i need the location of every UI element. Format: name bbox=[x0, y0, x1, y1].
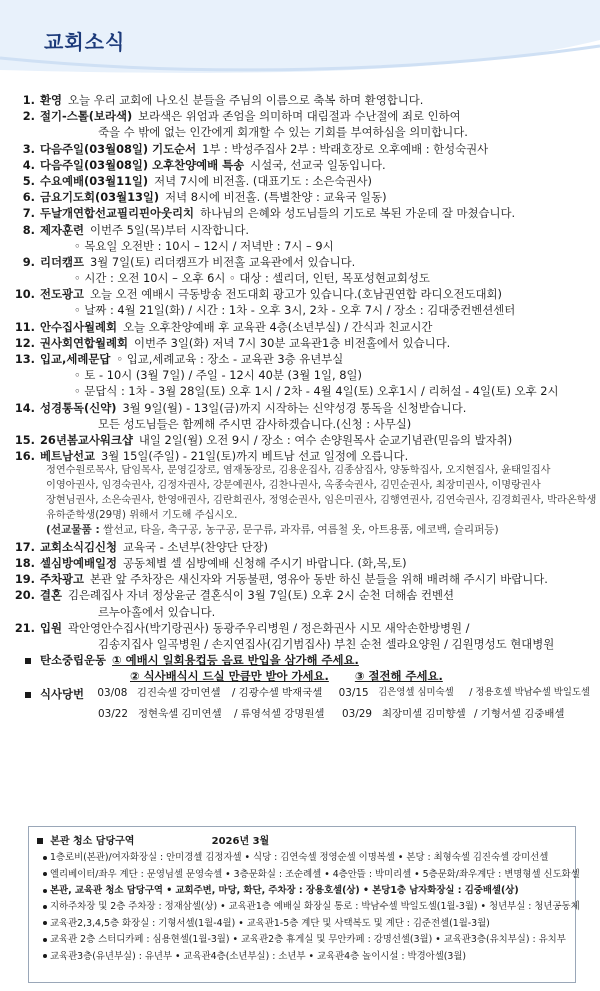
carbon-row bbox=[14, 652, 590, 668]
page-title: 교회소식 bbox=[44, 30, 126, 54]
cleaning-header bbox=[37, 833, 567, 850]
news-item bbox=[14, 270, 590, 286]
cleaning-row bbox=[37, 883, 567, 899]
supplies-text: 쌀선교, 타올, 축구공, 농구공, 문구류, 과자류, 여름철 옷, 아트용품, 에코백, 슬리퍼등) bbox=[103, 524, 499, 537]
news-item bbox=[14, 157, 590, 173]
item-label: 전도광고 bbox=[40, 287, 85, 302]
cleaning-text: 지하주차장 및 2층 주차장 : 정재삼셀(상) • 교육관1층 예배실 화장실 통로 : 박남수셀 박일도셀(1월-3월) • 청년부실 : 청년공동체 bbox=[50, 901, 580, 913]
item-number: 3. bbox=[22, 141, 35, 156]
meal-date: 03/15 bbox=[338, 687, 369, 700]
item-text: ◦ 문답식 : 1차 - 3월 28일(토) 오후 1시 / 2차 - 4월 4일(토) 오후1시 / 리허설 - 4일(토) 오후 2시 bbox=[74, 384, 559, 399]
news-item bbox=[14, 319, 590, 335]
bullet-dot-icon bbox=[43, 954, 47, 958]
item-label: 입교,세례문답 bbox=[40, 352, 111, 366]
item-text: ◦ 시간 : 오전 10시 – 오후 6시 ◦ 대상 : 셀리더, 인턴, 목포성현교회성도 bbox=[74, 271, 430, 286]
item-text: 저녁 7시에 비전홀. (대표기도 : 소은숙권사) bbox=[154, 173, 372, 188]
item-label: 리더캠프 bbox=[40, 254, 85, 269]
item-number: 10. bbox=[14, 287, 35, 302]
names-line: 이영아권사, 임경숙권사, 김정자권사, 강문예권사, 김찬나권사, 옥종숙권사, 김민순권사, 최장미권사, 이명랑권사 bbox=[46, 480, 541, 492]
cleaning-text: 교육관2,3,4,5층 화장실 : 기형서셀(1월-4월) • 교육관1-5층 계단 및 사택복도 및 계단 : 김준전셀(1월-3월) bbox=[50, 917, 490, 929]
cleaning-text: 교육관 2층 스터디카페 : 심용현셀(1월-3월) • 교육관2층 휴게실 및 무안카페 : 강명선셀(3월) • 교육관3층(유치부실) : 유치부 bbox=[50, 934, 566, 946]
item-label: 주차광고 bbox=[40, 572, 85, 587]
bullet-dot-icon bbox=[43, 938, 47, 942]
square-bullet-icon bbox=[37, 838, 43, 844]
item-label: 다음주일(03월08일) 오후찬양예배 특송 bbox=[40, 157, 245, 172]
item-text: 모든 성도님들은 함께해 주시면 감사하겠습니다.(신청 : 사무실) bbox=[98, 416, 412, 431]
item-text: 이번주 5일(목)부터 시작합니다. bbox=[90, 222, 250, 237]
carbon-label: 탄소중립운동 bbox=[40, 653, 107, 668]
item-number: 12. bbox=[14, 335, 35, 350]
item-text: 공동체별 셀 심방예배 신청해 주시기 바랍니다. (화,목,토) bbox=[123, 555, 407, 570]
item-number: 6. bbox=[22, 190, 35, 205]
cleaning-row bbox=[37, 867, 580, 883]
cleaning-row bbox=[37, 949, 567, 965]
item-text: 이번주 3일(화) 저녁 7시 30분 교육관1층 비전홀에서 있습니다. bbox=[134, 335, 451, 350]
meal-team: 최장미셀 김미향셀 bbox=[382, 707, 466, 720]
item-number: 7. bbox=[22, 206, 35, 221]
square-bullet-icon bbox=[14, 686, 40, 702]
item-number: 2. bbox=[22, 109, 35, 124]
item-label: 안수집사월례회 bbox=[40, 319, 118, 334]
news-item bbox=[14, 124, 590, 140]
cleaning-text: 1층로비(본관)/여자화장실 : 안미경셀 김정자셀 • 식당 : 김연숙셀 정영순셀 이명복셀 • 본당 : 최형숙셀 김진숙셀 강미선셀 bbox=[50, 852, 549, 864]
meal-team: 김진숙셀 강미연셀 bbox=[136, 687, 221, 700]
item-text: ◦ 목요일 오전반 : 10시 – 12시 / 저녁반 : 7시 – 9시 bbox=[74, 238, 334, 253]
cleaning-row bbox=[37, 899, 580, 915]
item-number: 19. bbox=[14, 572, 35, 587]
news-item bbox=[14, 222, 590, 238]
square-bullet-icon bbox=[14, 652, 40, 668]
item-label: 셀심방예배일정 bbox=[40, 555, 118, 570]
vietnam-names bbox=[14, 464, 597, 538]
news-item bbox=[14, 555, 590, 571]
cleaning-text: 교육관3층(유년부실) : 유년부 • 교육관4층(소년부실) : 소년부 • 교육관4층 놀이시설 : 박경아셀(3월) bbox=[50, 950, 467, 962]
item-text: 3월 7일(토) 리더캠프가 비전홀 교육관에서 있습니다. bbox=[90, 254, 356, 269]
item-text: 곽안영안수집사(박기랑권사) 동광주우리병원 / 정은화권사 시모 새악손한방병원 / bbox=[68, 620, 470, 635]
news-item bbox=[14, 141, 590, 157]
names-line: 유하준학생(29명) 위해서 기도해 주십시오. bbox=[46, 509, 238, 521]
meal-team: / 정용호셀 박남수셀 박일도셀 bbox=[469, 687, 590, 699]
meal-duty bbox=[14, 686, 590, 721]
item-text: ◦ 날짜 : 4월 21일(화) / 시간 : 1차 - 오후 3시, 2차 - 오후 7시 / 장소 : 김대중컨벤션센터 bbox=[74, 303, 516, 318]
item-label: 수요예배(03월11일) bbox=[40, 173, 149, 188]
item-text: 내일 2일(월) 오전 9시 / 장소 : 여수 손양원목사 순교기념관(믿음의 발자취) bbox=[138, 432, 513, 447]
news-item bbox=[14, 448, 590, 464]
item-label: 성경통독(신약) bbox=[40, 400, 117, 415]
item-label: 교회소식김신청 bbox=[40, 539, 118, 554]
item-text: 저녁 8시에 비전홀. (특별찬양 : 교육국 일동) bbox=[165, 190, 387, 205]
item-text: 시설국, 선교국 일동입니다. bbox=[250, 157, 386, 172]
news-item bbox=[14, 302, 590, 318]
item-number: 16. bbox=[14, 449, 35, 464]
cleaning-schedule-box bbox=[28, 826, 580, 983]
item-text: 김송지집사 일곡병원 / 손지연집사(김기범집사) 부친 순천 셀라요양원 / 김원명성도 현대병원 bbox=[98, 636, 555, 651]
news-item bbox=[14, 108, 590, 124]
news-item bbox=[14, 604, 590, 620]
item-text: 하나님의 은혜와 성도님들의 기도로 복된 가운데 잘 마쳤습니다. bbox=[200, 206, 516, 221]
bullet-dot-icon bbox=[43, 905, 47, 909]
item-number: 13. bbox=[14, 352, 35, 366]
meal-date: 03/29 bbox=[342, 707, 372, 720]
news-item bbox=[14, 636, 590, 652]
item-number: 1. bbox=[22, 93, 35, 107]
bullet-dot-icon bbox=[43, 921, 47, 925]
news-list bbox=[14, 92, 597, 721]
carbon-line-2b: ③ 절전해 주세요. bbox=[354, 669, 443, 684]
bullet-dot-icon bbox=[43, 872, 47, 876]
bullet-dot-icon bbox=[43, 889, 47, 893]
item-text: 죽을 수 밖에 없는 인간에게 회개할 수 있는 기회를 부여하심을 의미합니다. bbox=[98, 125, 468, 140]
meal-date: 03/08 bbox=[97, 687, 128, 700]
item-label: 제자훈련 bbox=[40, 222, 85, 237]
meal-team: / 류영석셀 강명원셀 bbox=[234, 707, 325, 720]
news-item bbox=[14, 367, 590, 383]
page-header bbox=[0, 0, 600, 88]
item-text: 1부 : 박성주집사 2부 : 박래호장로 오후예배 : 한성숙권사 bbox=[202, 141, 489, 156]
cleaning-title: 본관 청소 담당구역 bbox=[50, 836, 135, 847]
carbon-row-2 bbox=[14, 668, 590, 684]
item-label: 다음주일(03월08일) 기도순서 bbox=[40, 141, 197, 156]
item-label: 26년봄교사워크샵 bbox=[40, 432, 133, 447]
carbon-line-1: ① 예배시 일회용컵등 음료 반입을 삼가해 주세요. bbox=[112, 653, 359, 668]
news-item bbox=[14, 238, 590, 254]
item-label: 권사회연합월례회 bbox=[40, 335, 129, 350]
item-number: 11. bbox=[14, 319, 35, 334]
news-item bbox=[14, 400, 590, 416]
names-line: 정연수원로목사, 담임목사, 문영길장로, 염재동장로, 김용운집사, 김종삼집사, 양동학집사, 오지현집사, 윤태일집사 bbox=[46, 465, 551, 477]
item-label: 결혼 bbox=[40, 588, 63, 603]
item-text: 3월 15일(주일) - 21일(토)까지 베트남 선교 일정에 오릅니다. bbox=[101, 449, 409, 464]
item-number: 8. bbox=[22, 222, 35, 237]
news-item bbox=[14, 587, 590, 603]
item-label: 베트남선교 bbox=[40, 449, 96, 464]
meal-row bbox=[14, 686, 590, 702]
item-text: 오늘 오전 예배시 극동방송 전도대회 광고가 있습니다.(호남권연합 라디오전도대회) bbox=[90, 287, 502, 302]
meal-label: 식사당번 bbox=[40, 687, 85, 702]
cleaning-text: 엘리베이터/좌우 계단 : 문영님셀 문영숙셀 • 3층문화실 : 조순례셀 • 4층안뜰 : 박미리셀 • 5층문화/좌우계단 : 변명형셀 신도화셀 bbox=[50, 868, 580, 880]
cleaning-text: 본관, 교육관 청소 담당구역 • 교회주변, 마당, 화단, 주차장 : 장용호셀(상) • 본당1층 남자화장실 : 김중배셀(상) bbox=[50, 885, 519, 897]
item-label: 환영 bbox=[40, 93, 63, 107]
cleaning-month: 2026년 3월 bbox=[211, 836, 270, 847]
news-item bbox=[14, 539, 590, 555]
news-item bbox=[14, 351, 590, 367]
item-number: 14. bbox=[14, 400, 35, 415]
item-number: 4. bbox=[22, 157, 35, 172]
item-label: 두날개연합선교필리핀아웃리치 bbox=[40, 206, 195, 221]
meal-date: 03/22 bbox=[98, 707, 128, 720]
item-number: 18. bbox=[14, 555, 35, 570]
news-item bbox=[14, 571, 590, 587]
item-number: 9. bbox=[22, 254, 35, 269]
item-number: 15. bbox=[14, 432, 35, 447]
item-text: ◦ 토 - 10시 (3월 7일) / 주일 - 12시 40분 (3월 1일, 8일) bbox=[74, 368, 362, 383]
item-text: 교육국 - 소년부(찬양단 단장) bbox=[123, 539, 268, 554]
item-number: 5. bbox=[22, 173, 35, 188]
item-label: 절기-스톨(보라색) bbox=[40, 109, 133, 124]
news-item bbox=[14, 92, 590, 108]
news-item bbox=[14, 383, 590, 399]
news-item bbox=[14, 620, 590, 636]
meal-team: / 김광수셀 박재국셀 bbox=[231, 687, 323, 700]
news-item bbox=[14, 286, 590, 302]
cleaning-row bbox=[37, 932, 567, 948]
item-text: 3월 9일(월) - 13일(금)까지 시작하는 신약성경 통독을 신청받습니다. bbox=[122, 400, 467, 415]
meal-team: 정현욱셀 김미연셀 bbox=[138, 707, 222, 720]
item-text: ◦ 입교,세례교육 : 장소 - 교육관 3층 유년부실 bbox=[116, 352, 344, 366]
item-text: 김은례집사 자녀 정상윤군 결혼식이 3월 7일(토) 오후 2시 순천 더해솜 컨벤션 bbox=[68, 588, 454, 603]
cleaning-row bbox=[37, 916, 567, 932]
news-item bbox=[14, 416, 590, 432]
news-item bbox=[14, 205, 590, 221]
supplies-label: (선교물품 : bbox=[46, 524, 100, 537]
news-item bbox=[14, 335, 590, 351]
item-number: 20. bbox=[14, 588, 35, 603]
meal-row bbox=[14, 707, 590, 722]
cleaning-row bbox=[37, 850, 567, 866]
meal-team: / 기형서셀 김중배셀 bbox=[474, 707, 565, 720]
item-text: 보라색은 위엄과 존엄을 의미하며 대림절과 수난절에 죄로 인하여 bbox=[138, 109, 461, 124]
item-number: 21. bbox=[14, 620, 35, 635]
item-text: 오늘 오후찬양예배 후 교육관 4층(소년부실) / 간식과 친교시간 bbox=[123, 319, 433, 334]
item-number: 17. bbox=[14, 539, 35, 554]
names-line: 장현님권사, 소은숙권사, 한영애권사, 김란희권사, 정영순권사, 임은미권사, 김행연권사, 김연숙권사, 김경희권사, 박라온학생 bbox=[46, 494, 597, 506]
news-item bbox=[14, 432, 590, 448]
item-text: 본관 앞 주차장은 새신자와 거동불편, 영유아 동반 하신 분들을 위해 배려해 주시기 바랍니다. bbox=[90, 572, 548, 587]
item-label: 입원 bbox=[40, 620, 63, 635]
bullet-dot-icon bbox=[43, 856, 47, 860]
news-item bbox=[14, 189, 590, 205]
item-label: 금요기도회(03월13일) bbox=[40, 190, 160, 205]
item-text: 오늘 우리 교회에 나오신 분들을 주님의 이름으로 축복 하며 환영합니다. bbox=[68, 93, 424, 107]
news-item bbox=[14, 173, 590, 189]
supplies-line bbox=[14, 523, 590, 538]
news-item bbox=[14, 254, 590, 270]
carbon-line-2a: ② 식사배식시 드실 만큼만 받아 가세요. bbox=[130, 669, 329, 684]
item-text: 르누아홀에서 있습니다. bbox=[98, 604, 216, 619]
meal-team: 김은영셀 심미숙셀 bbox=[378, 687, 454, 699]
